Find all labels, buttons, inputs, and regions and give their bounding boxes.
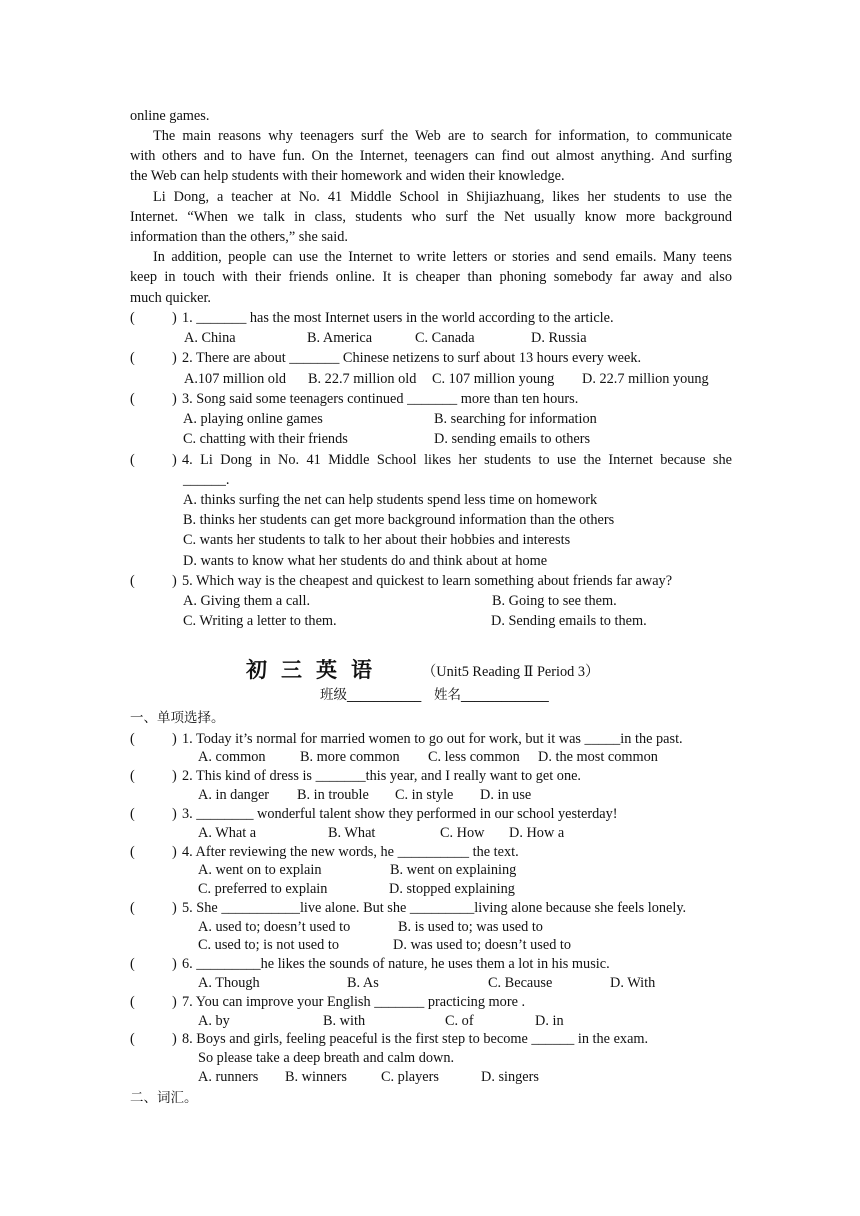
answer-bracket-close: ) [172,900,177,916]
option: B. with [323,1013,366,1029]
section-heading: 一、单项选择。 [130,710,225,726]
option: D. singers [481,1069,539,1085]
option: B. in trouble [297,787,369,803]
question-text: 8. Boys and girls, feeling peaceful is the first step to become ______ in the exam. [182,1031,649,1047]
option: D. the most common [538,749,658,765]
option: D. wants to know what her students do and think about at home [183,553,548,569]
option: C. used to; is not used to [198,937,339,953]
answer-bracket-open: ( [130,956,135,972]
option: B. What [328,825,376,841]
question-text: 5. She ___________live alone. But she _________living alone because she feels lonely. [182,900,687,916]
answer-bracket-close: ) [172,391,177,407]
answer-bracket-open: ( [130,350,135,366]
option: D. sending emails to others [434,431,591,447]
answer-bracket-open: ( [130,573,135,589]
answer-bracket-close: ) [172,731,177,747]
question-text: 6. _________he likes the sounds of nature, he uses them a lot in his music. [182,956,610,972]
question-text-cont: So please take a deep breath and calm down. [198,1050,455,1066]
answer-bracket-close: ) [172,994,177,1010]
answer-bracket-close: ) [172,806,177,822]
answer-bracket-close: ) [172,350,177,366]
option: B. winners [285,1069,347,1085]
option: C. less common [428,749,520,765]
answer-bracket-open: ( [130,900,135,916]
answer-bracket-close: ) [172,452,177,468]
question-text: 5. Which way is the cheapest and quickest to learn something about friends far away? [182,573,673,589]
question-text: 3. ________ wonderful talent show they performed in our school yesterday! [182,806,618,822]
option: D. in use [480,787,532,803]
option: A. went on to explain [198,862,322,878]
option: D. was used to; doesn’t used to [393,937,572,953]
answer-bracket-close: ) [172,310,177,326]
passage-line: much quicker. [130,290,211,306]
option: C. wants her students to talk to her about their hobbies and interests [183,532,571,548]
question-text: 2. There are about _______ Chinese netizens to surf about 13 hours every week. [182,350,642,366]
option: C. How [440,825,485,841]
option: C. 107 million young [432,371,555,387]
answer-bracket-open: ( [130,844,135,860]
answer-bracket-close: ) [172,844,177,860]
option: C. in style [395,787,454,803]
answer-bracket-open: ( [130,731,135,747]
passage-line: online games. [130,108,210,124]
question-text: 4. Li Dong in No. 41 Middle School likes her students to use the Internet because she [182,452,732,468]
answer-bracket-open: ( [130,768,135,784]
answer-bracket-close: ) [172,956,177,972]
option: B. Going to see them. [492,593,617,609]
option: A. used to; doesn’t used to [198,919,351,935]
question-text: 1. Today it’s normal for married women to go out for work, but it was _____in the past. [182,731,683,747]
passage-line: keep in touch with their friends online. It is cheaper than phoning somebody far away and also [130,269,732,285]
passage-line: information than the others,” she said. [130,229,348,245]
option: D. How a [509,825,565,841]
option: A.107 million old [184,371,287,387]
option: B. thinks her students can get more background information than the others [183,512,615,528]
answer-bracket-open: ( [130,806,135,822]
answer-bracket-open: ( [130,994,135,1010]
option: C. of [445,1013,474,1029]
option: A. thinks surfing the net can help students spend less time on homework [183,492,598,508]
answer-bracket-close: ) [172,1031,177,1047]
question-text: 4. After reviewing the new words, he __________ the text. [182,844,519,860]
answer-bracket-open: ( [130,1031,135,1047]
option: A. Though [198,975,260,991]
option: B. searching for information [434,411,597,427]
option: C. chatting with their friends [183,431,348,447]
question-text: 3. Song said some teenagers continued _______ more than ten hours. [182,391,579,407]
option: A. playing online games [183,411,323,427]
option: C. preferred to explain [198,881,328,897]
question-text: 7. You can improve your English _______ practicing more . [182,994,526,1010]
option: A. runners [198,1069,259,1085]
option: A. by [198,1013,230,1029]
answer-bracket-open: ( [130,452,135,468]
option: D. Russia [531,330,587,346]
passage-line: Internet. “When we talk in class, students who surf the Net usually know more background [130,209,732,225]
option: A. common [198,749,266,765]
section-heading: 二、词汇。 [130,1090,198,1106]
question-text: 2. This kind of dress is _______this year, and I really want to get one. [182,768,582,784]
answer-bracket-open: ( [130,391,135,407]
option: D. in [535,1013,564,1029]
option: D. With [610,975,656,991]
option: B. is used to; was used to [398,919,543,935]
question-text-cont: ______. [183,472,230,488]
option: A. in danger [198,787,270,803]
option: D. 22.7 million young [582,371,709,387]
answer-bracket-close: ) [172,573,177,589]
question-text: 1. _______ has the most Internet users in the world according to the article. [182,310,614,326]
passage-line: The main reasons why teenagers surf the Web are to search for information, to communicate [153,128,732,144]
option: D. stopped explaining [389,881,515,897]
option: C. Writing a letter to them. [183,613,337,629]
answer-bracket-open: ( [130,310,135,326]
option: C. Because [488,975,553,991]
option: B. more common [300,749,400,765]
passage-line: with others and to have fun. On the Internet, teenagers can find out almost anything. And surfing [130,148,732,164]
option: B. went on explaining [390,862,517,878]
option: D. Sending emails to them. [491,613,647,629]
passage-line: In addition, people can use the Internet to write letters or stories and send emails. Many teens [153,249,732,265]
page-title: 初三英语 [246,658,386,682]
class-field: 班级___________ [320,687,422,703]
page-subtitle: （Unit5 Reading Ⅱ Period 3） [422,664,600,680]
passage-line: the Web can help students with their homework and widen their knowledge. [130,168,565,184]
option: B. America [307,330,373,346]
name-field: 姓名_____________ [434,687,549,703]
option: A. Giving them a call. [183,593,311,609]
option: A. What a [198,825,257,841]
answer-bracket-close: ) [172,768,177,784]
option: B. 22.7 million old [308,371,417,387]
option: C. Canada [415,330,475,346]
option: B. As [347,975,379,991]
option: A. China [184,330,236,346]
passage-line: Li Dong, a teacher at No. 41 Middle School in Shijiazhuang, likes her students to use the [153,189,732,205]
option: C. players [381,1069,439,1085]
